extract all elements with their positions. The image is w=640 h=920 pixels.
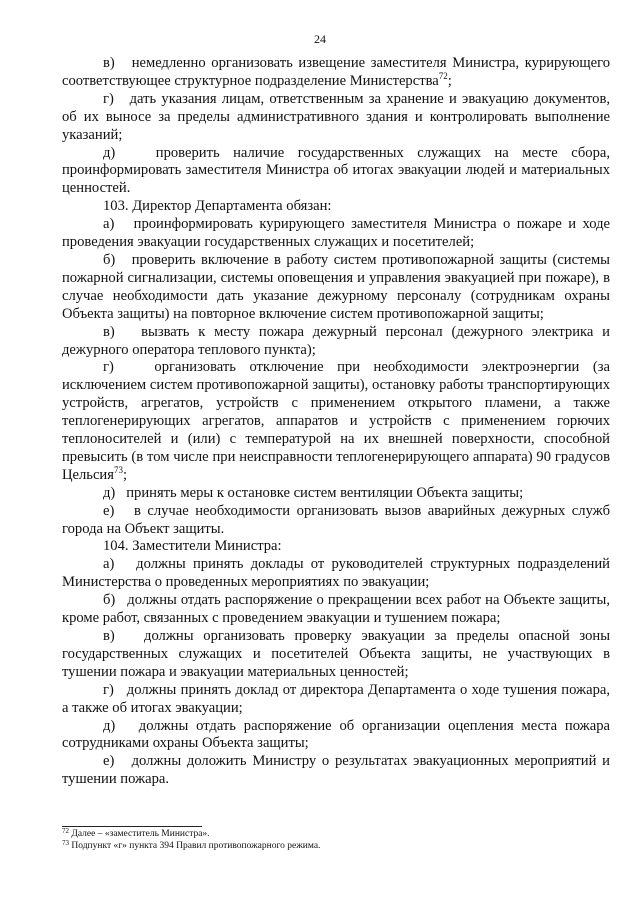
- paragraph-text: е) в случае необходимости организовать вызов аварийных дежурных служб города на Объект защиты.: [62, 502, 610, 537]
- paragraph: [62, 485, 610, 503]
- paragraph: [62, 718, 610, 754]
- paragraph-text: е) должны доложить Министру о результатах эвакуационных мероприятий и тушении пожара.: [62, 753, 610, 788]
- paragraph: [62, 628, 610, 682]
- paragraph-text: д) должны отдать распоряжение об организации оцепления места пожара сотрудниками охраны Объекта защиты;: [62, 717, 610, 752]
- paragraph: [62, 556, 610, 592]
- paragraph-text: а) проинформировать курирующего заместителя Министра о пожаре и ходе проведения эвакуации государственных служащих и посетителей;: [62, 216, 610, 251]
- footnote-reference: 73: [113, 464, 123, 475]
- paragraph-end-punctuation: ;: [122, 466, 128, 483]
- paragraph-end-punctuation: ;: [447, 72, 452, 89]
- footnote-divider: [62, 826, 202, 827]
- document-body: [62, 55, 610, 789]
- paragraph: [62, 753, 610, 789]
- page-number: 24: [314, 32, 326, 46]
- footnotes: [62, 828, 610, 852]
- paragraph: [62, 145, 610, 199]
- paragraph-text: г) дать указания лицам, ответственным за хранение и эвакуацию документов, об их выносе за пределы административного здания и контролировать выполнение указаний;: [62, 90, 610, 143]
- footnote-reference: 72: [438, 70, 448, 81]
- paragraph: [62, 359, 610, 484]
- paragraph: [62, 216, 610, 252]
- paragraph: [62, 91, 610, 145]
- paragraph: [62, 55, 610, 91]
- paragraph-text: 103. Директор Департамента обязан:: [103, 198, 332, 215]
- paragraph-text: д) проверить наличие государственных служащих на месте сбора, проинформировать заместителя Министра об итогах эвакуации людей и материальных ценностей.: [62, 144, 610, 197]
- paragraph-text: 104. Заместители Министра:: [103, 538, 282, 555]
- footnote: [62, 828, 610, 840]
- paragraph-text: в) должны организовать проверку эвакуации за пределы опасной зоны государственных служащих и посетителей Объекта защиты, не участвующих в тушении пожара и эвакуации материальных ценностей;: [62, 628, 610, 680]
- paragraph-text: б) должны отдать распоряжение о прекращении всех работ на Объекте защиты, кроме работ, связанных с проведением эвакуации и тушением пожара;: [62, 592, 610, 627]
- paragraph-text: д) принять меры к остановке систем вентиляции Объекта защиты;: [103, 484, 524, 501]
- paragraph-text: в) вызвать к месту пожара дежурный персонал (дежурного электрика и дежурного оператора теплового пункта);: [62, 323, 610, 358]
- footnote-text: Подпункт «г» пункта 394 Правил противопожарного режима.: [69, 841, 321, 851]
- footnote-number: 73: [62, 839, 69, 847]
- footnote-text: Далее – «заместитель Министра».: [69, 829, 210, 839]
- paragraph: [62, 198, 610, 216]
- paragraph: [62, 252, 610, 324]
- paragraph-text: г) должны принять доклад от директора Департамента о ходе тушения пожара, а также об итогах эвакуации;: [62, 681, 610, 716]
- paragraph: [62, 324, 610, 360]
- paragraph: [62, 682, 610, 718]
- footnote: [62, 840, 610, 852]
- footnote-number: 72: [62, 827, 69, 835]
- paragraph-text: г) организовать отключение при необходимости электроэнергии (за исключением систем противопожарной защиты), остановку работы транспортирующих устройств, агрегатов, устройств с применением открытого пламени, а также теплогенерирующих агрегатов, аппаратов и устройств с применением горючих теплоносителей и (или) с температурой на их внешней поверхности, способной превысить (в том числе при неисправности теплогенерирующего аппарата) 90 градусов Цельсия: [62, 359, 610, 483]
- paragraph: [62, 503, 610, 539]
- paragraph-text: а) должны принять доклады от руководителей структурных подразделений Министерства о проведенных мероприятиях по эвакуации;: [62, 556, 610, 591]
- paragraph: [62, 538, 610, 556]
- paragraph-text: в) немедленно организовать извещение заместителя Министра, курирующего соответствующее структурное подразделение Министерства: [62, 55, 610, 89]
- paragraph-text: б) проверить включение в работу систем противопожарной защиты (системы пожарной сигнализации, системы оповещения и управления эвакуацией при пожаре), в случае необходимости дать указание дежурному персоналу (сотрудникам охраны Объекта защиты) на повторное включение систем противопожарной защиты;: [62, 251, 610, 322]
- paragraph: [62, 592, 610, 628]
